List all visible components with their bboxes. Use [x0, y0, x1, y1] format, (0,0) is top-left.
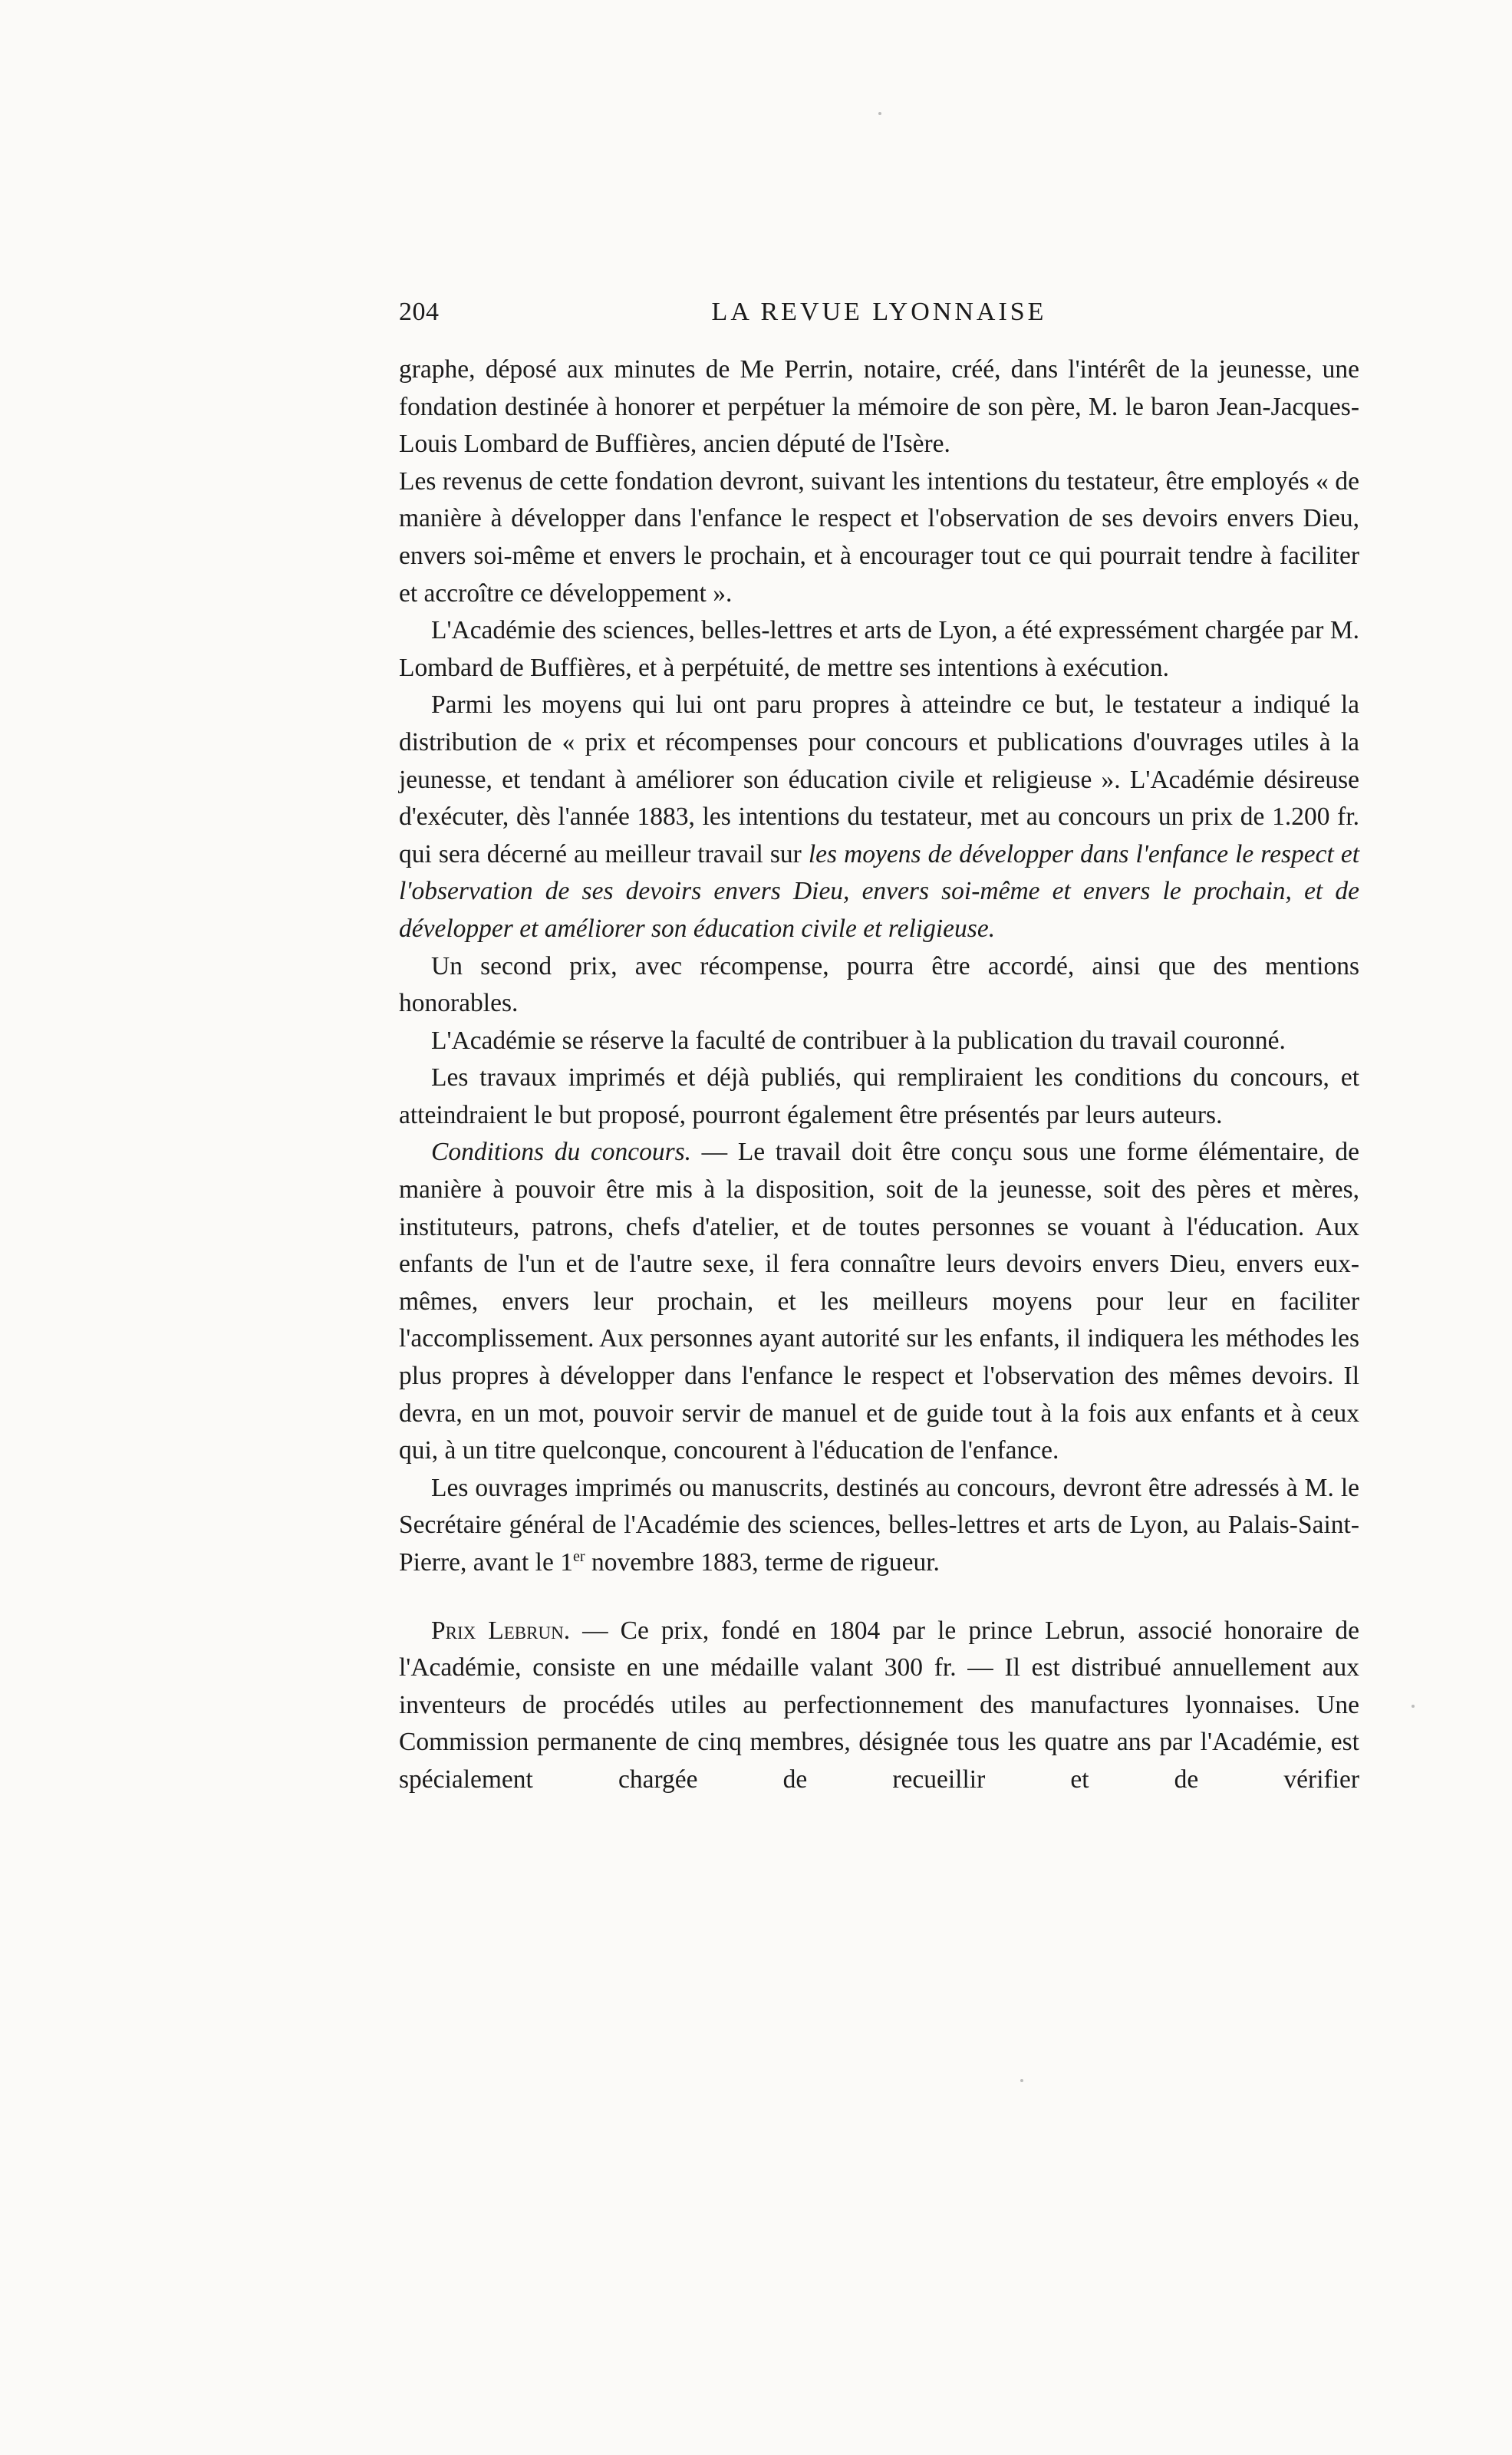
paragraph-printed-works [399, 1059, 1359, 1134]
paragraph-second-prize [399, 948, 1359, 1023]
paragraph-second-prize-text: Un second prix, avec récompense, pourra être accordé, ainsi que des mentions honorables. [399, 951, 1359, 1018]
paragraph-revenues [399, 463, 1359, 612]
paragraph-submission-tail: novembre 1883, terme de rigueur. [585, 1548, 940, 1577]
paragraph-contest [399, 687, 1359, 947]
paragraph-submission [399, 1470, 1359, 1582]
paper-speck [1412, 1705, 1415, 1708]
page-header [399, 298, 1359, 336]
paragraph-revenues-text: Les revenus de cette fondation devront, suivant les intentions du testateur, être employés « de manière à développer dans l'enfance le respect et l'observation de ses devoirs envers Dieu, envers soi-même et envers le prochain, et à encourager tout ce qui pourrait tendre à faciliter et accroître ce développement ». [399, 466, 1359, 608]
paragraph-publication-text: L'Académie se réserve la faculté de contribuer à la publication du travail couronné. [431, 1026, 1286, 1055]
paper-speck [1020, 2079, 1023, 2082]
paragraph-contest-subject: les moyens de développer dans l'enfance le respect et l'observation de ses devoirs envers Dieu, envers soi-même et envers le prochain, et de développer et améliorer son éducation civile et religieuse. [399, 839, 1360, 943]
paragraph-conditions [399, 1134, 1359, 1469]
ordinal-superscript: er [572, 1547, 585, 1565]
paragraph-conditions-text: — Le travail doit être conçu sous une forme élémentaire, de manière à pouvoir être mis à la disposition, soit de la jeunesse, soit des pères et mères, instituteurs, patrons, chefs d'atelier, et de toutes personnes se vouant à l'éducation. Aux enfants de l'un et de l'autre sexe, il fera connaître leurs devoirs envers Dieu, envers eux-mêmes, envers leur prochain, et les meilleurs moyens pour leur en faciliter l'accomplissement. Aux personnes ayant autorité sur les enfants, il indiquera les méthodes les plus propres à développer dans l'enfance le respect et l'observation des mêmes devoirs. Il devra, en un mot, pouvoir servir de manuel et de guide tout à la fois aux enfants et à ceux qui, à un titre quelconque, concourent à l'éducation de l'enfance. [399, 1138, 1359, 1465]
conditions-heading: Conditions du concours. [431, 1138, 692, 1167]
paragraph-prix-lebrun [399, 1613, 1359, 1799]
paragraph-publication [399, 1023, 1359, 1060]
paragraph-foundation [399, 351, 1359, 463]
paper-speck [878, 112, 881, 115]
paragraph-foundation-text: graphe, déposé aux minutes de Me Perrin, notaire, créé, dans l'intérêt de la jeunesse, une fondation destinée à honorer et perpétuer la mémoire de son père, M. le baron Jean-Jacques-Louis Lombard de Buffières, ancien député de l'Isère. [399, 355, 1359, 459]
running-title: LA REVUE LYONNAISE [711, 298, 1047, 326]
prix-lebrun-heading: Prix Lebrun. [431, 1616, 571, 1645]
paragraph-academy-charge [399, 612, 1359, 687]
paragraph-academy-charge-text: L'Académie des sciences, belles-lettres et arts de Lyon, a été expressément chargée par M. Lombard de Buffières, et à perpétuité, de mettre ses intentions à exécution. [399, 616, 1359, 682]
paragraph-contest-text: Parmi les moyens qui lui ont paru propres à atteindre ce but, le testateur a indiqué la distribution de « prix et récompenses pour concours et publications d'ouvrages utiles à la jeunesse, et tendant à améliorer son éducation civile et religieuse ». L'Académie désireuse d'exécuter, dès l'année 1883, les intentions du testateur, met au concours un prix de 1.200 fr. qui sera décerné au meilleur travail sur [399, 690, 1359, 868]
body-text [399, 351, 1359, 1799]
paragraph-prix-lebrun-text: — Ce prix, fondé en 1804 par le prince Lebrun, associé honoraire de l'Académie, consiste en une médaille valant 300 fr. — Il est distribué annuellement aux inventeurs de procédés utiles au perfectionnement des manufactures lyonnaises. Une Commission permanente de cinq membres, désignée tous les quatre ans par l'Académie, est spécialement chargée de recueillir et de vérifier [399, 1616, 1359, 1794]
paragraph-printed-works-text: Les travaux imprimés et déjà publiés, qui rempliraient les conditions du concours, et atteindraient le but proposé, pourront également être présentés par leurs auteurs. [399, 1063, 1359, 1129]
paragraph-submission-text: Les ouvrages imprimés ou manuscrits, destinés au concours, devront être adressés à M. le Secrétaire général de l'Académie des sciences, belles-lettres et arts de Lyon, au Palais-Saint-Pierre, avant le 1 [399, 1473, 1359, 1577]
page-number: 204 [399, 298, 440, 326]
